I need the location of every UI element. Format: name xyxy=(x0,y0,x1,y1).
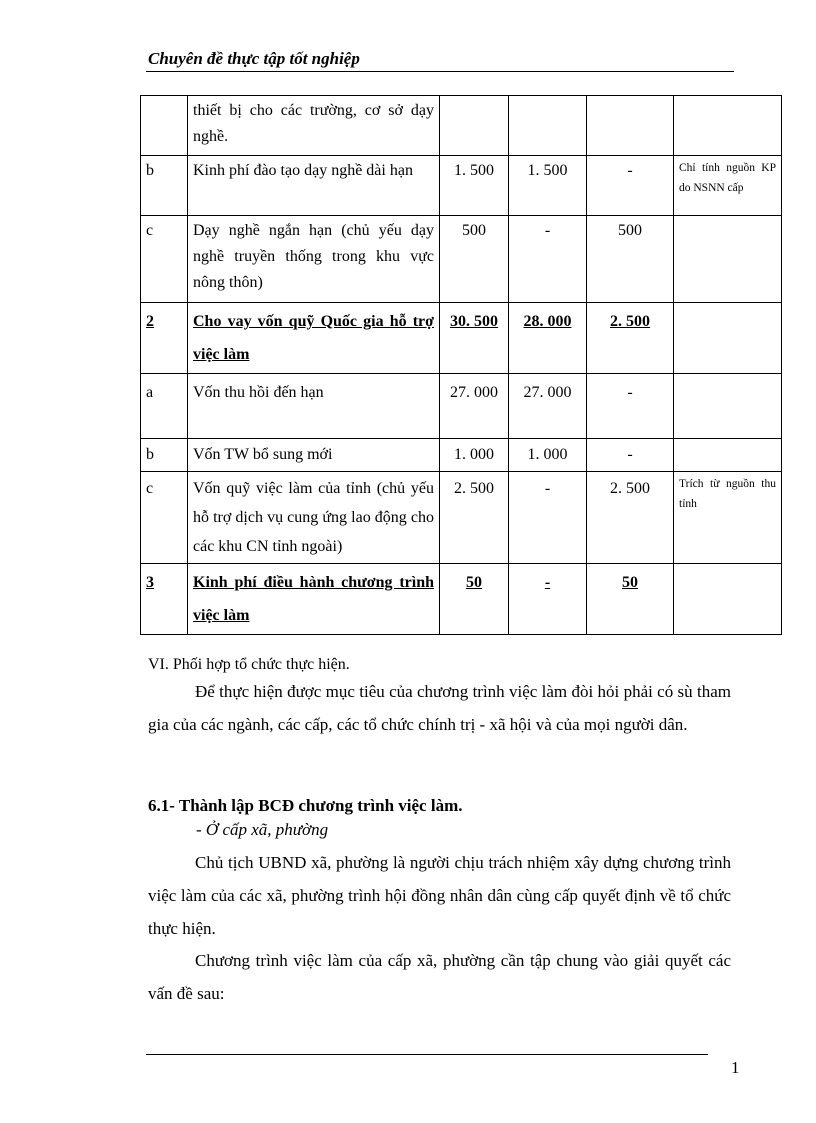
row-value-2 xyxy=(509,96,587,156)
row-value-3: - xyxy=(587,439,674,472)
row-description: Cho vay vốn quỹ Quốc gia hỗ trợ việc làm xyxy=(188,303,440,374)
row-value-3: - xyxy=(587,156,674,216)
row-value-3: 500 xyxy=(587,216,674,303)
row-description: Dạy nghề ngắn hạn (chủ yếu dạy nghề truyền thống trong khu vực nông thôn) xyxy=(188,216,440,303)
row-value-3: - xyxy=(587,374,674,439)
table-row xyxy=(141,303,782,374)
row-index: c xyxy=(141,472,188,564)
row-total: 30. 500 xyxy=(440,303,509,374)
page-number: 1 xyxy=(731,1058,740,1077)
row-index: a xyxy=(141,374,188,439)
table-row xyxy=(141,564,782,635)
row-index: 3 xyxy=(141,564,188,635)
row-total: 1. 500 xyxy=(440,156,509,216)
row-index xyxy=(141,96,188,156)
body-paragraph: Chương trình việc làm của cấp xã, phường cần tập chung vào giải quyết các vấn đề sau: xyxy=(148,951,731,1003)
row-index: 2 xyxy=(141,303,188,374)
row-note xyxy=(674,439,782,472)
row-total xyxy=(440,96,509,156)
table-row xyxy=(141,216,782,303)
row-total: 50 xyxy=(440,564,509,635)
row-value-2: - xyxy=(509,216,587,303)
intro-paragraph: Để thực hiện được mục tiêu của chương trình việc làm đòi hỏi phải có sù tham gia của các ngành, các cấp, các tổ chức chính trị - xã hội và của mọi người dân. xyxy=(148,682,731,734)
section-heading: VI. Phối hợp tổ chức thực hiện. xyxy=(148,656,350,673)
table-row xyxy=(141,156,782,216)
row-description: thiết bị cho các trường, cơ sở dạy nghề. xyxy=(188,96,440,156)
row-description: Vốn TW bổ sung mới xyxy=(188,439,440,472)
row-value-2: - xyxy=(509,472,587,564)
subsection-item: - Ở cấp xã, phường xyxy=(196,820,329,839)
footer-divider xyxy=(146,1054,708,1055)
subsection-heading: 6.1- Thành lập BCĐ chương trình việc làm. xyxy=(148,796,463,815)
row-description: Vốn thu hồi đến hạn xyxy=(188,374,440,439)
row-note: Chỉ tính nguồn KP do NSNN cấp xyxy=(674,156,782,216)
row-index: b xyxy=(141,439,188,472)
row-index: b xyxy=(141,156,188,216)
row-note: Trích từ nguồn thu tỉnh xyxy=(674,472,782,564)
row-description: Vốn quỹ việc làm của tỉnh (chủ yếu hỗ trợ dịch vụ cung ứng lao động cho các khu CN tỉnh ngoài) xyxy=(188,472,440,564)
row-value-2: 28. 000 xyxy=(509,303,587,374)
table-row xyxy=(141,439,782,472)
row-index: c xyxy=(141,216,188,303)
body-paragraph: Chủ tịch UBND xã, phường là người chịu trách nhiệm xây dựng chương trình việc làm của các xã, phường trình hội đồng nhân dân cùng cấp quyết định về tổ chức thực hiện. xyxy=(148,853,731,938)
row-description: Kinh phí điều hành chương trình việc làm xyxy=(188,564,440,635)
row-total: 1. 000 xyxy=(440,439,509,472)
table-row xyxy=(141,472,782,564)
row-value-3: 50 xyxy=(587,564,674,635)
row-value-3 xyxy=(587,96,674,156)
row-total: 2. 500 xyxy=(440,472,509,564)
row-value-2: 1. 000 xyxy=(509,439,587,472)
row-note xyxy=(674,303,782,374)
table-row xyxy=(141,96,782,156)
budget-table xyxy=(140,95,782,635)
row-value-2: - xyxy=(509,564,587,635)
row-total: 27. 000 xyxy=(440,374,509,439)
row-description: Kinh phí đào tạo dạy nghề dài hạn xyxy=(188,156,440,216)
row-value-2: 27. 000 xyxy=(509,374,587,439)
row-note xyxy=(674,216,782,303)
table-row xyxy=(141,374,782,439)
row-note xyxy=(674,374,782,439)
row-value-2: 1. 500 xyxy=(509,156,587,216)
row-total: 500 xyxy=(440,216,509,303)
row-note xyxy=(674,564,782,635)
row-note xyxy=(674,96,782,156)
row-value-3: 2. 500 xyxy=(587,303,674,374)
header-divider xyxy=(146,71,734,72)
row-value-3: 2. 500 xyxy=(587,472,674,564)
document-header-title: Chuyên đề thực tập tốt nghiệp xyxy=(148,49,360,68)
